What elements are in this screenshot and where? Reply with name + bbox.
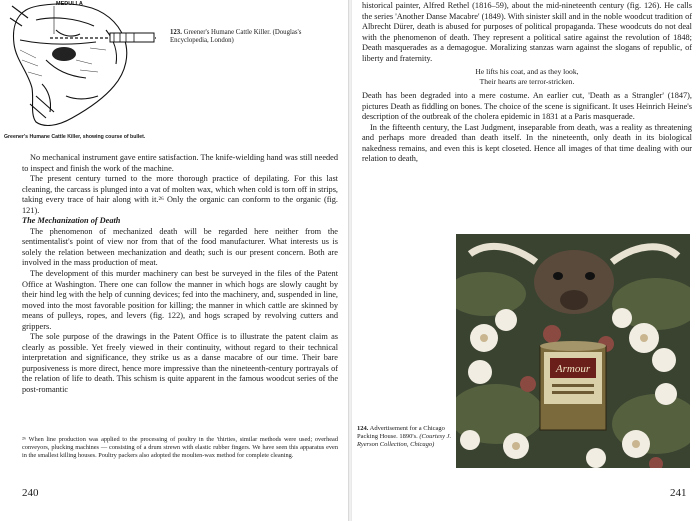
left-body-text: [22, 153, 338, 396]
caption-number: 124.: [357, 425, 369, 432]
paragraph: historical painter, Alfred Rethel (1816–59), about the mid-nineteenth century (fig. 126). He calls the series 'Another Danse Macabre' (1849). With sinister skill and in the noble woodcut tradition of Albrecht Dürer, death is abused for purposes of political propaganda. These woodcuts do not deal with the phenomenon of death. They represent a political satire against the revolution of 1848; Death masquerades as a demagogue. Moralizing stanzas warn against the slogans of republic, of liberty and fraternity.: [362, 1, 692, 63]
footnote: ²⁶ When line production was applied to the processing of poultry in the 'thirties, similar methods were used; overhead conveyors, plucking machines — consisting of a drum strewn with elastic rubber fingers. We have seen this apparatus even in the smallest killing houses. Poultry packers also adopted the moulten-wax method for complete cleaning.: [22, 436, 338, 459]
paragraph: The phenomenon of mechanized death will be regarded here neither from the sentimentalist's point of view nor from that of the food manufacturer. What interests us is solely the relation between mechanization and death; such is our present concern. Both are involved in the mass production of meat.: [22, 226, 338, 268]
paragraph: The development of this murder machinery can best be surveyed in the files of the Patent Office at Washington. There one can follow the manner in which hogs are slowly caught by their hind leg with the help of cunning devices; fed into the machinery, and, suspended in line, moved into the most favorable position for killing; the manner in which cattle are skinned by means of pulleys, ropes, and levers (fig. 122), and hogs scraped by revolving cutters and grippers.: [22, 269, 338, 331]
verse-line: Their hearts are terror-stricken.: [479, 76, 575, 86]
right-body-text: [362, 1, 692, 165]
medulla-label: MEDULLA: [56, 1, 83, 7]
page-number: 240: [22, 487, 39, 499]
paragraph: No mechanical instrument gave entire satisfaction. The knife-wielding hand was still needed to inspect and finish the work of the machine.: [22, 153, 338, 173]
caption-number: 123.: [170, 29, 182, 36]
paragraph: Death has been degraded into a mere costume. An earlier cut, 'Death as a Strangler' (1847), pictures Death as fiddling on bones. The choice of the scene is significant. It uses Heinrich Heine's description of the outbreak of the cholera epidemic in 1831 at a Paris masquerade.: [362, 91, 692, 122]
figure-caption: Greener's Humane Cattle Killer, showing course of bullet.: [4, 134, 146, 140]
paragraph: The present century turned to the more thorough practice of depilating. For this last cleaning, the carcass is plunged into a vat of molten wax, which when cold is torn off in strips, taking every trace of hair along with it.²⁶ Only the organic can conform to the organic (fig. 121).: [22, 174, 338, 215]
cattle-killer-illustration: [6, 0, 158, 133]
paragraph: The sole purpose of the drawings in the Patent Office is to illustrate the patent claim as clearly as possible. Yet freely viewed in their continuity, without regard to their technical interpretation and significance, they strike us as a danse macabre of our time. Their bare purposiveness is more direct, hence more impressive than the nineteenth-century portrayals of the relation of life to death. This schism is quite apparent in the famous woodcut series of the post-romantic: [22, 332, 338, 395]
right-page: [352, 0, 700, 521]
figure-123-caption: [170, 29, 340, 46]
can-label: Armour: [555, 363, 591, 375]
left-page: [0, 0, 349, 521]
section-heading: The Mechanization of Death: [22, 216, 121, 226]
page-number: 241: [670, 487, 687, 499]
advertisement-photo: [456, 234, 690, 468]
caption-credit: (Courtesy J. Ryerson Collection, Chicago): [357, 433, 452, 449]
figure-124-caption: [357, 425, 452, 449]
verse-line: He lifts his coat, and as they look,: [475, 67, 579, 77]
verse: [362, 67, 692, 86]
paragraph: In the fifteenth century, the Last Judgment, inseparable from death, was a reality as threatening and perhaps more dreaded than death itself. In the nineteenth, only death in its biological nakedness remains, and even this is kept closeted. Hence all images of that time dealing with our relation to death,: [362, 122, 692, 164]
caption-text: Advertisement for a Chicago Packing House. 1890's.: [357, 425, 445, 441]
caption-text: Greener's Humane Cattle Killer. (Douglas's Encyclopedia, London): [170, 29, 302, 45]
